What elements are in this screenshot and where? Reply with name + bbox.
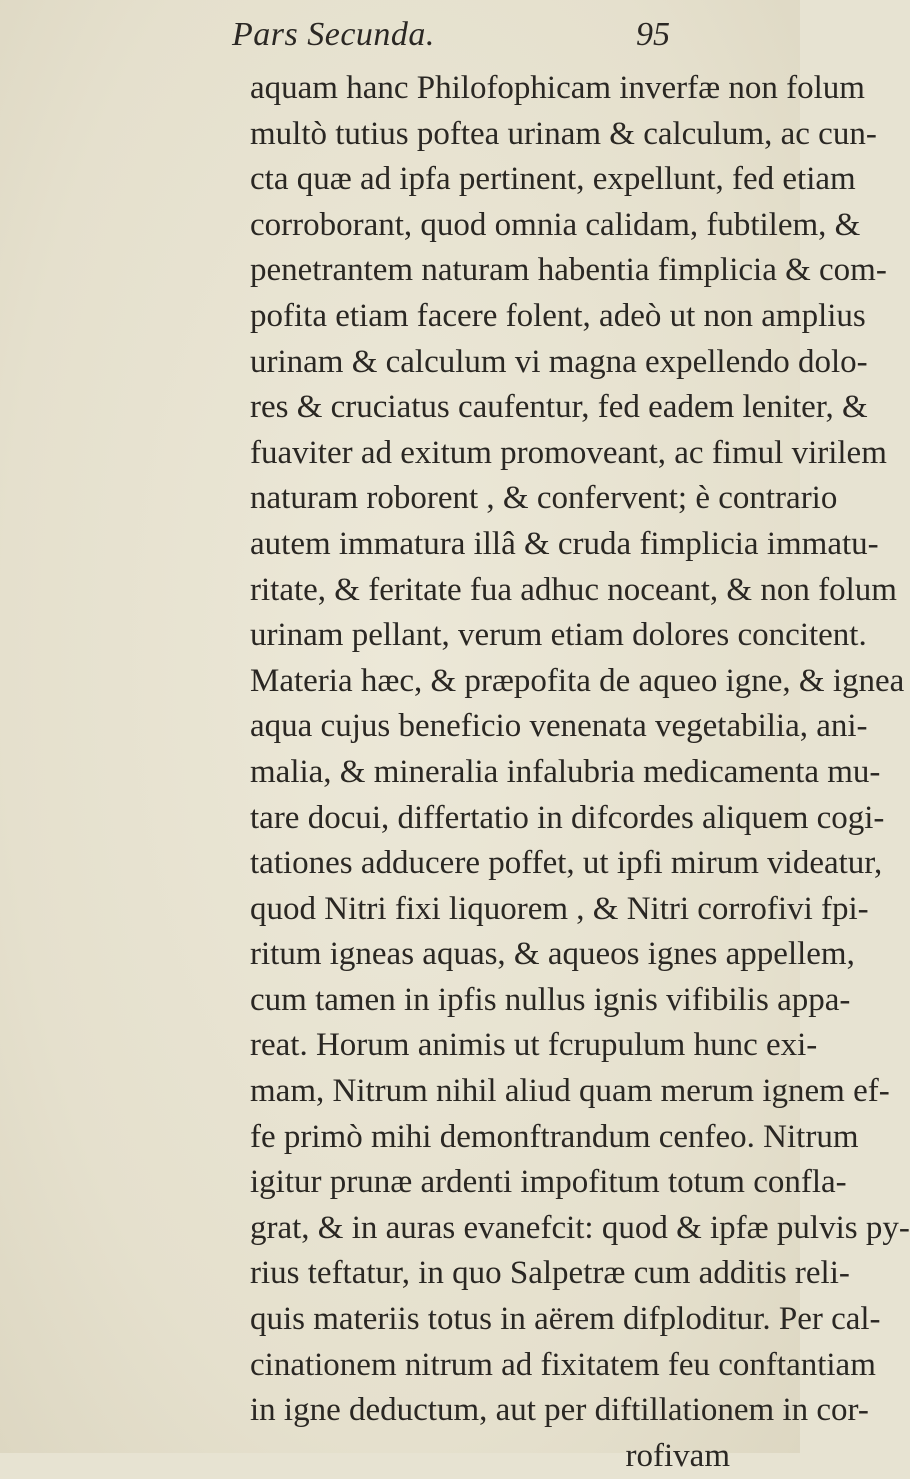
text-line: quod Nitri fixi liquorem , & Nitri corrofivi fpi- — [250, 890, 869, 927]
text-line: penetrantem naturam habentia fimplicia & com- — [250, 252, 887, 289]
text-line: igitur prunæ ardenti impofitum totum confla- — [250, 1164, 847, 1201]
text-line: reat. Horum animis ut fcrupulum hunc exi- — [250, 1027, 818, 1064]
text-line: urinam & calculum vi magna expellendo dolo- — [250, 343, 868, 380]
text-line: res & cruciatus caufentur, fed eadem leniter, & — [250, 389, 868, 426]
text-line: cum tamen in ipfis nullus ignis vifibilis appa- — [250, 981, 851, 1018]
text-line: corroborant, quod omnia calidam, fubtilem, & — [250, 206, 861, 243]
page-number: 95 — [636, 16, 670, 53]
text-line: Materia hæc, & præpofita de aqueo igne, & ignea — [250, 662, 905, 699]
text-line: fe primò mihi demonftrandum cenfeo. Nitrum — [250, 1118, 859, 1155]
text-line: tare docui, differtatio in difcordes aliquem cogi- — [250, 799, 885, 836]
text-line: ritum igneas aquas, & aqueos ignes appellem, — [250, 936, 855, 973]
text-line: pofita etiam facere folent, adeò ut non amplius — [250, 297, 866, 334]
catchword-line: rofivam — [625, 1437, 730, 1474]
text-line: multò tutius poftea urinam & calculum, ac cun- — [250, 115, 877, 152]
text-line: tationes adducere poffet, ut ipfi mirum videatur, — [250, 845, 883, 882]
text-line: in igne deductum, aut per diftillationem in cor- — [250, 1392, 869, 1429]
body-text — [250, 66, 910, 1479]
text-line: malia, & mineralia infalubria medicamenta mu- — [250, 753, 881, 790]
text-line: rius teftatur, in quo Salpetræ cum additis reli- — [250, 1255, 850, 1292]
text-line: aqua cujus beneficio venenata vegetabilia, ani- — [250, 708, 868, 745]
text-line: fuaviter ad exitum promoveant, ac fimul virilem — [250, 434, 887, 471]
text-line: naturam roborent , & confervent; è contrario — [250, 480, 838, 517]
text-line: quis materiis totus in aërem difploditur. Per cal- — [250, 1301, 881, 1338]
text-line: ritate, & feritate fua adhuc noceant, & non folum — [250, 571, 897, 608]
text-line: mam, Nitrum nihil aliud quam merum ignem ef- — [250, 1073, 890, 1110]
text-line: urinam pellant, verum etiam dolores concitent. — [250, 617, 867, 654]
running-title: Pars Secunda. — [232, 16, 435, 53]
text-line: autem immatura illâ & cruda fimplicia immatu- — [250, 525, 879, 562]
text-line: aquam hanc Philofophicam inverfæ non folum — [250, 70, 865, 106]
text-line: cta quæ ad ipfa pertinent, expellunt, fed etiam — [250, 161, 856, 198]
text-line: grat, & in auras evanefcit: quod & ipfæ pulvis py- — [250, 1209, 910, 1246]
text-line: cinationem nitrum ad fixitatem feu conftantiam — [250, 1346, 876, 1383]
page-header — [0, 12, 800, 60]
